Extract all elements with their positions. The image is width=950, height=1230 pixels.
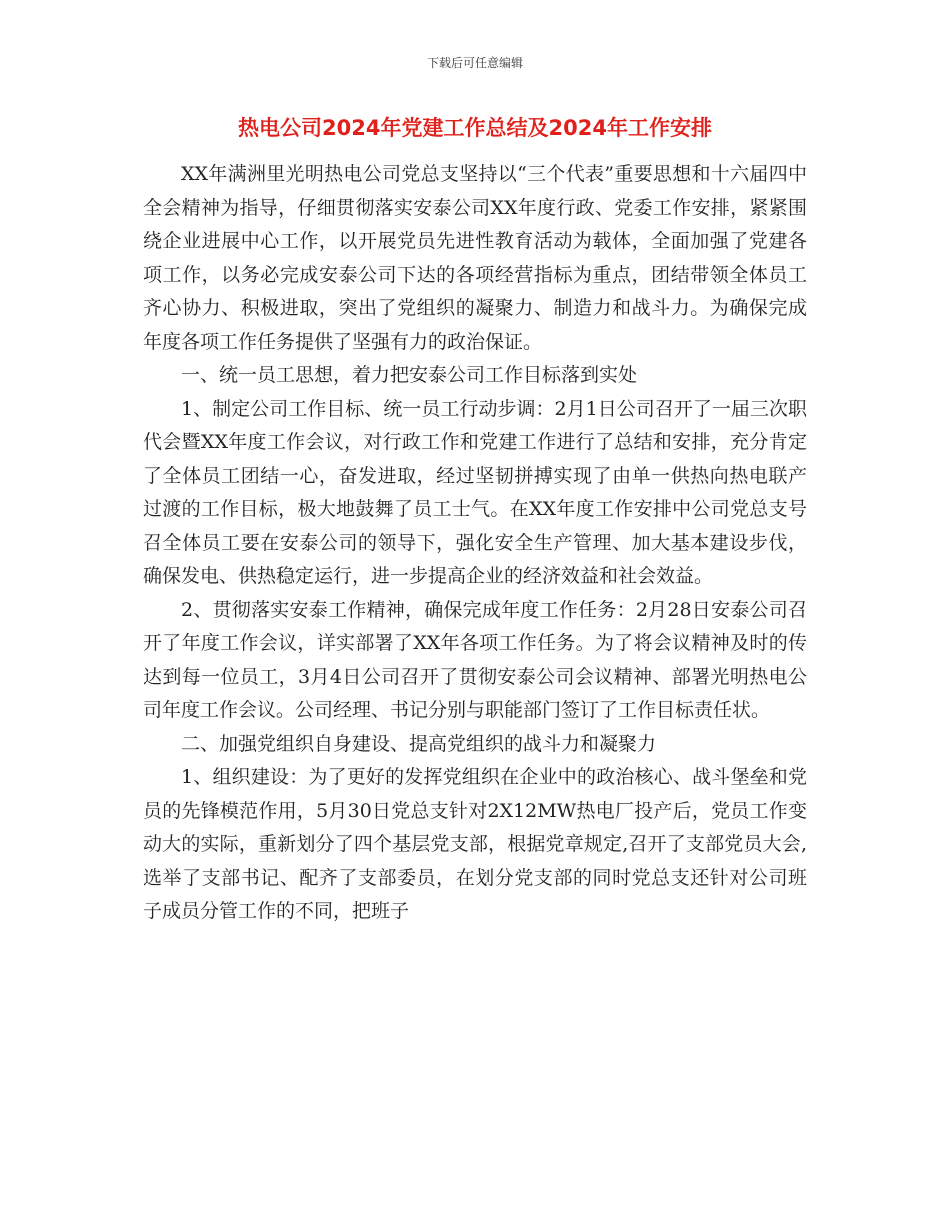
document-title: 热电公司2024年党建工作总结及2024年工作安排 [238,116,712,140]
paragraph-2-1: 1、组织建设：为了更好的发挥党组织在企业中的政治核心、战斗堡垒和党员的先锋模范作用，5月30日党总支针对2X12MW热电厂投产后，党员工作变动大的实际，重新划分了四个基层党支部，根据党章规定,召开了支部党员大会,选举了支部书记、配齐了支部委员，在划分党支部的同时党总支还针对公司班子成员分管工作的不同，把班子 [143,766,807,922]
section-heading-2: 二、加强党组织自身建设、提高党组织的战斗力和凝聚力 [181,732,657,755]
section-heading-1: 一、统一员工思想，着力把安泰公司工作目标落到实处 [181,364,638,386]
paragraph-1-2: 2、贯彻落实安泰工作精神，确保完成年度工作任务：2月28日安泰公司召开了年度工作会议，详实部署了XX年各项工作任务。为了将会议精神及时的传达到每一位员工，3月4日公司召开了贯彻安泰公司会议精神、部署光明热电公司年度工作会议。公司经理、书记分别与职能部门签订了工作目标责任状。 [143,598,807,721]
paragraph-1-1: 1、制定公司工作目标、统一员工行动步调：2月1日公司召开了一届三次职代会暨XX年度工作会议，对行政工作和党建工作进行了总结和安排，充分肯定了全体员工团结一心，奋发进取，经过坚韧拼搏实现了由单一供热向热电联产过渡的工作目标，极大地鼓舞了员工士气。在XX年度工作安排中公司党总支号召全体员工要在安泰公司的领导下，强化安全生产管理、加大基本建设步伐，确保发电、供热稳定运行，进一步提高企业的经济效益和社会效益。 [143,397,807,587]
document-body [143,158,807,929]
paragraph-intro: XX年满洲里光明热电公司党总支坚持以“三个代表”重要思想和十六届四中全会精神为指导，仔细贯彻落实安泰公司XX年度行政、党委工作安排，紧紧围绕企业进展中心工作，以开展党员先进性教育活动为载体，全面加强了党建各项工作，以务必完成安泰公司下达的各项经营指标为重点，团结带领全体员工齐心协力、积极进取，突出了党组织的凝聚力、制造力和战斗力。为确保完成年度各项工作任务提供了坚强有力的政治保证。 [143,163,807,353]
header-note: 下载后可任意编辑 [426,56,523,70]
